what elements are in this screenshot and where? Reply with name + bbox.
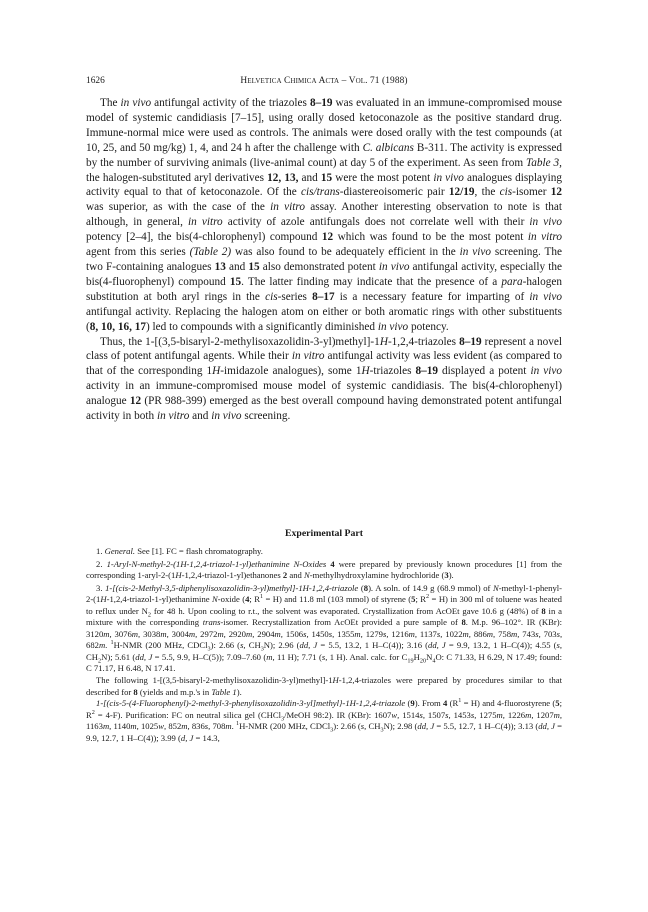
section-heading-experimental: Experimental Part [284, 528, 364, 539]
exp-paragraph-n-oxides: 2. 1-Aryl-N-methyl-2-(1H-1,2,4-triazol-1-yl)ethanimine N-Oxides 4 were prepared by previously known procedures [1] from the corresponding 1-aryl-2-(1H-1,2,4-triazol-1-yl)ethanones 2 and N-methylhydroxylamine hydrochloride (3). [86, 558, 563, 581]
running-header [86, 74, 562, 88]
exp-paragraph-general: 1. General. See [1]. FC = flash chromatography. [96, 546, 263, 556]
paragraph-conclusion: Thus, the 1-[(3,5-bisaryl-2-methylisoxazolidin-3-yl)methyl]-1H-1,2,4-triazoles 8–19 represent a novel class of potent antifungal agents. While their in vitro antifungal activity was less evident (as compared to that of the corresponding 1H-imidazole analogues), some 1H-triazoles 8–19 displayed a potent in vivo activity in an immune-compromised mouse model of systemic candidiasis. The bis(4-chlorophenyl) analogue 12 (PR 988-399) emerged as the best overall compound having demonstrated potent antifungal activity in both in vitro and in vivo screening. [86, 335, 563, 423]
exp-paragraph-general-procedure: The following 1-[(3,5-bisaryl-2-methylisoxazolidin-3-yl)methyl]-1H-1,2,4-triazoles were prepared by procedures similar to that described for 8 (yields and m.p.'s in Table 1). [86, 675, 562, 697]
journal-title: Helvetica Chimica Acta – Vol. 71 (1988) [240, 76, 408, 86]
exp-paragraph-compound-9: 1-[(cis-5-(4-Fluorophenyl)-2-methyl-3-phenylisoxazolidin-3-yl]methyl}-1H-1,2,4-triazole (9). From 4 $(R^1 = H)$ and 4-fluorostyrene (5; $R^2 = 4-F$). Purification: FC on neutral silica gel (CHCl$_3$/MeOH 98:2). IR (KBr): 1607w, 1514s, 1507s, 1453s, 1275m, 1226m, 1207m, 1163m, 1140m, 1025w, 852m, 836s, 708m. $^1$H-NMR (200 MHz, CDCl$_3$): 2.66 (s, $CH_3N$); 2.98 (dd, J = 5.5, 12.7, 1 H–C(4)); 3.13 (dd, J = 9.9, 12.7, 1 H–C(4)); 3.99 (d, J = 14.3, [86, 697, 563, 743]
main-text [86, 96, 562, 424]
exp-paragraph-compound-8: 3. 1-[(cis-2-Methyl-3,5-diphenylisoxazolidin-3-yl)methyl]-1H-1,2,4-triazole (8). A soln. of 14.9 g (68.9 mmol) of N-methyl-1-phenyl-2-(1H-1,2,4-triazol-1-yl)ethanimine N-oxide (4; $R^1 = H$) and 11.8 ml (103 mmol) of styrene (5; $R^2 = H$) in 300 ml of toluene was heated to reflux under $N_2$ for 48 h. Upon cooling to r.t., the solvent was evaporated. Crystallization from AcOEt gave 10.6 g (48%) of 8 in a mixture with the corresponding trans-isomer. Recrystallization from AcOEt provided a pure sample of 8. M.p. 96–102°. IR (KBr): 3120m, 3076m, 3038m, 3004m, 2972m, 2920m, 2904m, 1506s, 1450s, 1355m, 1279s, 1216m, 1137s, 1022m, 886m, 758m, 743s, 703s, 682m. $^1$H-NMR (200 MHz, CDCl$_3$): 2.66 (s, $CH_3N$); 2.96 (dd, J = 5.5, 13.2, 1 H–C(4)); 3.16 (dd, J = 9.9, 13.2, 1 H–C(4)); 4.55 (s, $CH_2N$); 5.61 (dd, J = 5.5, 9.9, H–C(5)); 7.09–7.60 (m, 11 H); 7.71 (s, 1 H). Anal. calc. for $C_{19}H_{20}N_4O$: C 71.33, H 6.29, N 17.49; found: C 71.17, H 6.48, N 17.41. [86, 582, 563, 674]
page-number: 1626 [86, 76, 105, 86]
paragraph-invivo-activity: The in vivo antifungal activity of the triazoles 8–19 was evaluated in an immune-compromised mouse model of systemic candidiasis [7–15], using orally dosed ketoconazole as the positive standard drug. Immune-normal mice were used as controls. The animals were dosed orally with the test compounds (at 10, 25, and 50 mg/kg) 1, 4, and 24 h after the challenge with C. albicans B-311. The activity is expressed by the number of surviving animals (live-animal count) at day 5 of the experiment. As seen from Table 3, the halogen-substituted aryl derivatives 12, 13, and 15 were the most potent in vivo analogues displaying activity equal to that of ketoconazole. Of the cis/trans-diastereoisomeric pair 12/19, the cis-isomer 12 was superior, as with the case of the in vitro assay. Another interesting observation to note is that although, in general, in vitro activity of azole antifungals does not correlate well with their in vivo potency [2–4], the bis(4-chlorophenyl) compound 12 which was found to be the most potent in vitro agent from this series (Table 2) was also found to be adequately efficient in the in vivo screening. The two F-containing analogues 13 and 15 also demonstrated potent in vivo antifungal activity, especially the bis(4-fluorophenyl) compound 15. The latter finding may indicate that the presence of a para-halogen substitution at both aryl rings in the cis-series 8–17 is a necessary feature for imparting of in vivo antifungal activity. Replacing the halogen atom on either or both aromatic rings with other substituents (8, 10, 16, 17) led to compounds with a significantly diminished in vivo potency. [86, 97, 563, 333]
experimental-section [86, 546, 562, 744]
